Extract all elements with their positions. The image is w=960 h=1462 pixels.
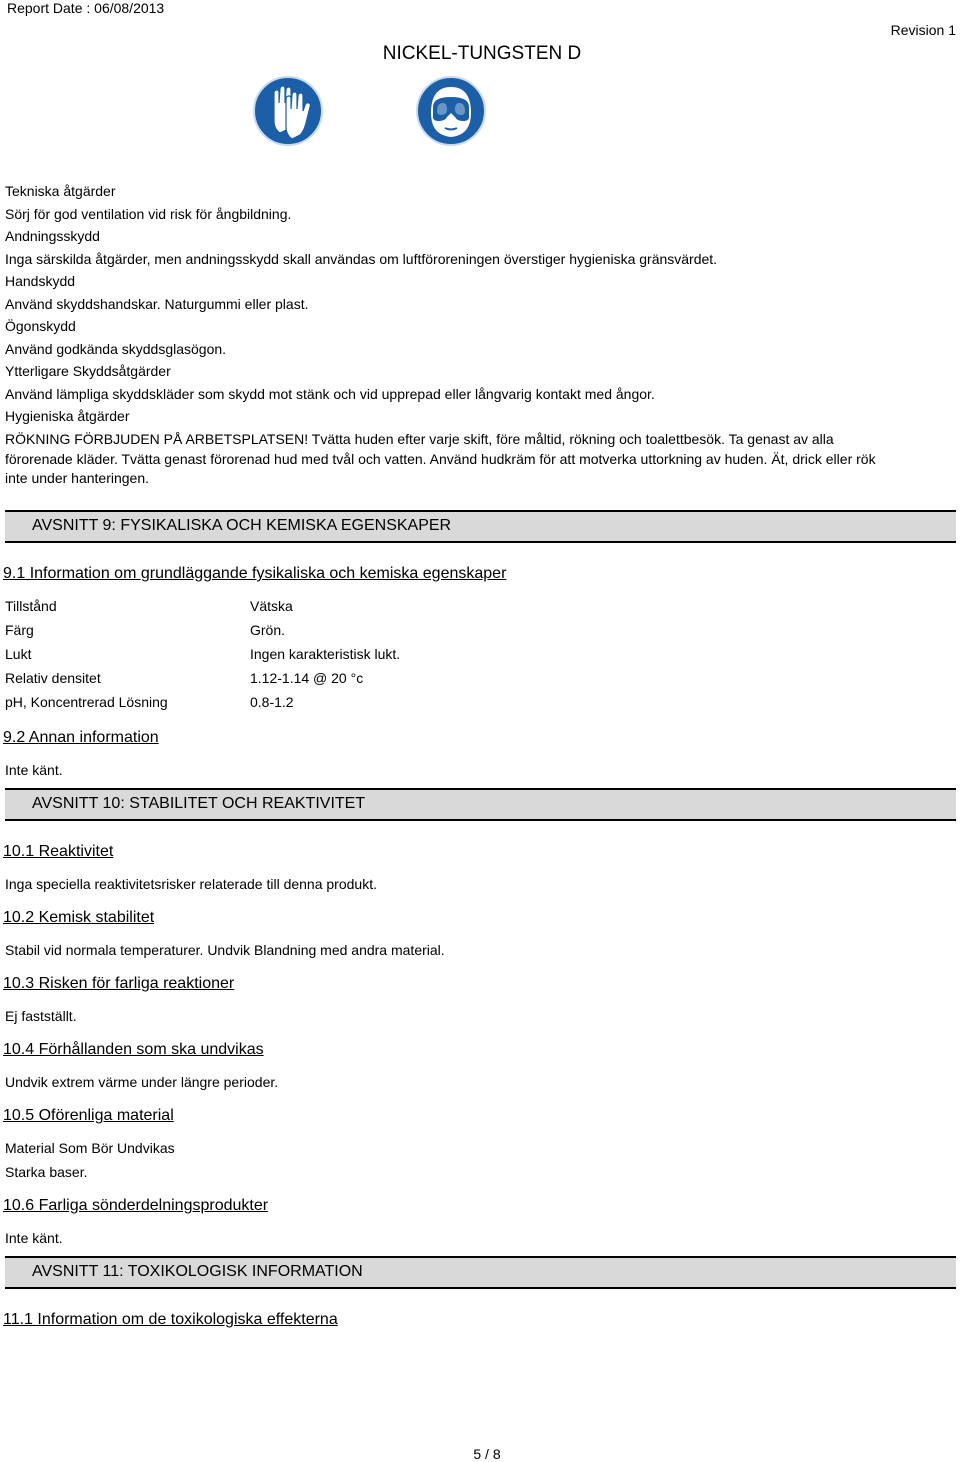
additional-protection-label: Ytterligare Skyddsåtgärder (5, 363, 171, 379)
property-label: Tillstånd (5, 598, 57, 614)
subsection-10-2-text: Stabil vid normala temperaturer. Undvik Blandning med andra material. (5, 942, 445, 958)
property-value: 1.12-1.14 @ 20 °c (250, 670, 364, 686)
subsection-10-4-title: 10.4 Förhållanden som ska undvikas (3, 1041, 264, 1058)
hand-protection-text: Använd skyddshandskar. Naturgummi eller plast. (5, 296, 309, 312)
respiratory-protection-label: Andningsskydd (5, 228, 100, 244)
report-date: Report Date : 06/08/2013 (7, 0, 165, 16)
technical-measures-label: Tekniska åtgärder (5, 183, 116, 199)
subsection-10-5-label: Material Som Bör Undvikas (5, 1140, 175, 1156)
gloves-icon (250, 73, 326, 149)
additional-protection-text: Använd lämpliga skyddskläder som skydd mot stänk och vid upprepad eller långvarig kontakt med ångor. (5, 386, 655, 402)
eye-protection-label: Ögonskydd (5, 318, 76, 334)
subsection-10-5-title: 10.5 Oförenliga material (3, 1107, 174, 1124)
hygiene-measures-label: Hygieniska åtgärder (5, 408, 130, 424)
subsection-10-3-title: 10.3 Risken för farliga reaktioner (3, 975, 235, 992)
subsection-10-6-title: 10.6 Farliga sönderdelningsprodukter (3, 1197, 269, 1214)
eye-protection-text: Använd godkända skyddsglasögon. (5, 341, 227, 357)
subsection-10-1-text: Inga speciella reaktivitetsrisker relaterade till denna produkt. (5, 876, 377, 892)
subsection-9-2-text: Inte känt. (5, 762, 63, 778)
revision-label: Revision 1 (890, 22, 956, 38)
property-label: Färg (5, 622, 34, 638)
section-11-header (5, 1256, 956, 1289)
technical-measures-text: Sörj för god ventilation vid risk för ångbildning. (5, 206, 292, 222)
hygiene-measures-text: RÖKNING FÖRBJUDEN PÅ ARBETSPLATSEN! Tvätta huden efter varje skift, före måltid, rökning och toalettbesök. Ta genast av alla förorenade kläder. Tvätta genast förorenad hud med tvål och vatten. Använd hudkräm för att motverka uttorkning av huden. Ät, drick eller rök inte under hanteringen. (5, 431, 876, 486)
section-9-header (5, 510, 956, 543)
property-value: 0.8-1.2 (250, 694, 294, 710)
subsection-10-4-text: Undvik extrem värme under längre perioder. (5, 1074, 279, 1090)
property-value: Grön. (250, 622, 286, 638)
subsection-9-2-title: 9.2 Annan information (3, 729, 159, 746)
section-9-title: AVSNITT 9: FYSIKALISKA OCH KEMISKA EGENSKAPER (32, 517, 452, 534)
property-label: Relativ densitet (5, 670, 101, 686)
subsection-10-2-title: 10.2 Kemisk stabilitet (3, 909, 155, 926)
subsection-9-1-title: 9.1 Information om grundläggande fysikaliska och kemiska egenskaper (3, 565, 507, 582)
subsection-11-1-title: 11.1 Information om de toxikologiska effekterna (3, 1311, 338, 1328)
document-title: NICKEL-TUNGSTEN D (382, 43, 582, 64)
section-10-header (5, 788, 956, 821)
property-value: Vätska (250, 598, 293, 614)
subsection-10-5-text: Starka baser. (5, 1164, 88, 1180)
subsection-10-1-title: 10.1 Reaktivitet (3, 843, 114, 860)
property-label: Lukt (5, 646, 32, 662)
section-11-title: AVSNITT 11: TOXIKOLOGISK INFORMATION (32, 1263, 363, 1280)
subsection-10-3-text: Ej fastställt. (5, 1008, 77, 1024)
subsection-10-6-text: Inte känt. (5, 1230, 63, 1246)
property-value: Ingen karakteristisk lukt. (250, 646, 401, 662)
respiratory-protection-text: Inga särskilda åtgärder, men andningsskydd skall användas om luftföroreningen överstiger hygieniska gränsvärdet. (5, 251, 718, 267)
page-number: 5 / 8 (473, 1446, 501, 1462)
section-10-title: AVSNITT 10: STABILITET OCH REAKTIVITET (32, 795, 366, 812)
property-label: pH, Koncentrerad Lösning (5, 694, 168, 710)
goggles-icon (413, 73, 489, 149)
hand-protection-label: Handskydd (5, 273, 76, 289)
